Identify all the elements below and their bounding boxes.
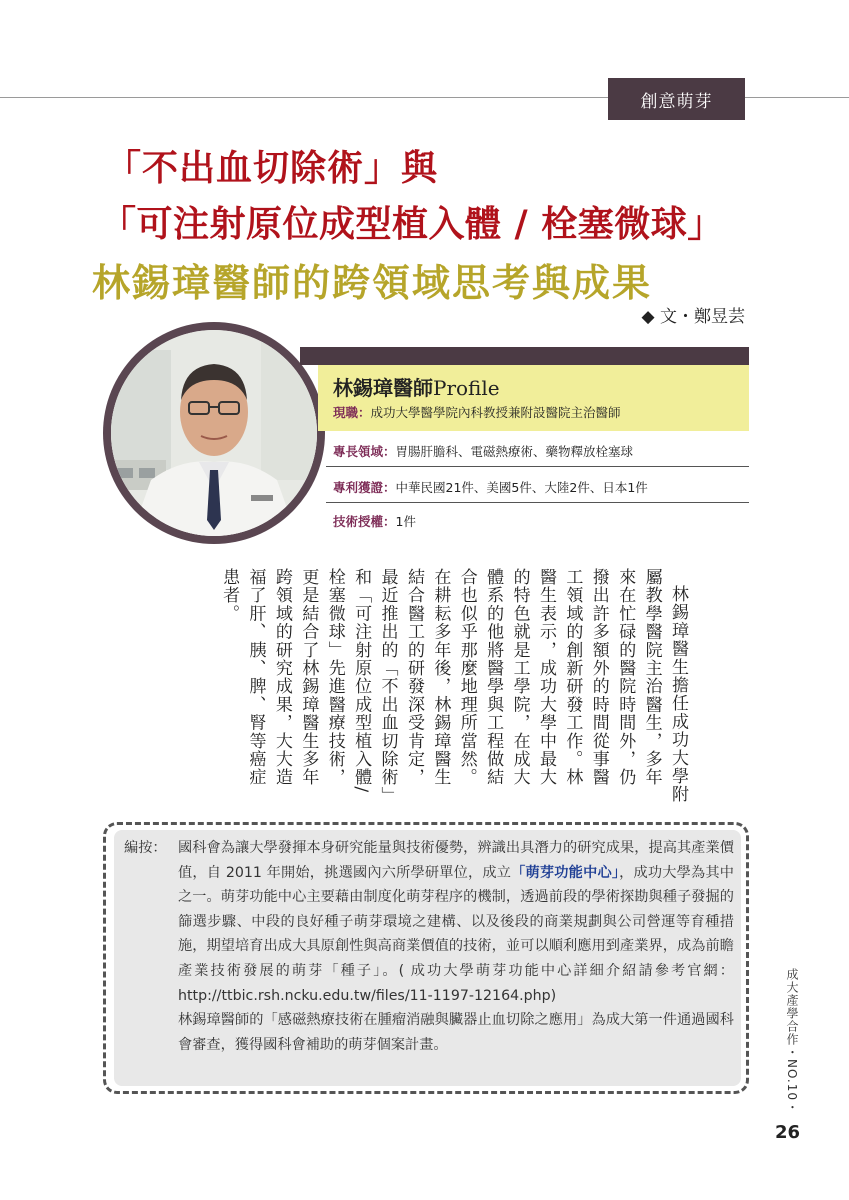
issue-meta: 成大產學合作・NO.10・ <box>785 968 799 1115</box>
profile-header-bar <box>300 347 749 365</box>
title-line-3: 林錫璋醫師的跨領域思考與成果 <box>92 260 653 305</box>
editor-note-para2: 林錫璋醫師的「感磁熱療技術在腫瘤消融與臟器止血切除之應用」為成大第一件通過國科會審查，獲得國科會補助的萌芽個案計畫。 <box>178 1012 734 1053</box>
section-label: 創意萌芽 <box>608 78 745 120</box>
profile-row-value: 1件 <box>395 514 416 529</box>
profile-row-specialty <box>333 442 633 460</box>
profile-divider <box>326 466 749 467</box>
editor-note <box>124 836 734 1057</box>
profile-name <box>333 372 500 401</box>
profile-row-licensing <box>333 512 416 530</box>
profile-divider <box>326 502 749 503</box>
portrait-photo <box>111 330 317 536</box>
profile-row-value: 中華民國21件、美國5件、大陸2件、日本1件 <box>395 480 648 495</box>
title-line-2: 「可注射原位成型植入體 / 栓塞微球」 <box>100 203 724 245</box>
page-number: 26 <box>775 1122 801 1143</box>
profile-row-label: 專長領域： <box>333 444 396 459</box>
profile-job <box>333 403 621 421</box>
title-line-1: 「不出血切除術」與 <box>105 147 439 189</box>
profile-row-value: 胃腸肝膽科、電磁熱療術、藥物釋放栓塞球 <box>395 444 634 459</box>
profile-name-suffix: Profile <box>433 376 500 400</box>
byline: ◆ 文・鄭昱芸 <box>641 307 745 327</box>
article-body <box>171 568 691 804</box>
editor-note-lead: 編按： <box>124 840 167 856</box>
article-paragraph: 林錫璋醫生擔任成功大學附屬教學醫院主治醫生，多年來在忙碌的醫院時間外，仍撥出許多額外的時間從事醫工領域的創新研發工作。林醫生表示，成功大學中最大的特色就是工學院，在成大體系的他將醫學與工程做結合也似乎那麼地理所當然。在耕耘多年後，林錫璋醫生結合醫工的研發深受肯定，最近推出的「不出血切除術」和「可注射原位成型植入體/栓塞微球」先進醫療技術，更是結合了林錫璋醫生多年跨領域的研究成果，大大造福了肝、胰、脾、腎等癌症患者。 <box>219 568 688 804</box>
profile-job-label: 現職： <box>333 405 371 420</box>
portrait-illustration <box>111 330 317 536</box>
profile-job-value: 成功大學醫學院內科教授兼附設醫院主治醫師 <box>370 405 621 420</box>
profile-row-label: 專利獲證： <box>333 480 396 495</box>
profile-row-patents <box>333 478 648 496</box>
profile-row-label: 技術授權： <box>333 514 396 529</box>
editor-note-part2: ，成功大學為其中之一。萌芽功能中心主要藉由制度化萌芽程序的機制，透過前段的學術探勘與種子發掘的篩選步驟、中段的良好種子萌芽環境之建構、以及後段的商業規劃與公司營運等育種措施，期望培育出成大具原創性與高商業價值的技術，並可以順利應用到產業界，成為前瞻產業技術發展的萌芽「種子」。( 成功大學萌芽功能中心詳細介紹請參考官網：http://ttbic.rsh.ncku.edu.tw/files/11-1197-12164.php) <box>178 864 734 1004</box>
profile-name-text: 林錫璋醫師 <box>333 376 433 400</box>
editor-note-part1: 國科會為讓大學發揮本身研究能量與技術優勢，辨識出具潛力的研究成果，提高其產業價值，自 2011 年開始，挑選國內六所學研單位，成立 <box>178 840 734 881</box>
editor-note-highlight: 「萌芽功能中心」 <box>511 864 620 881</box>
editor-note-body <box>178 836 734 1008</box>
